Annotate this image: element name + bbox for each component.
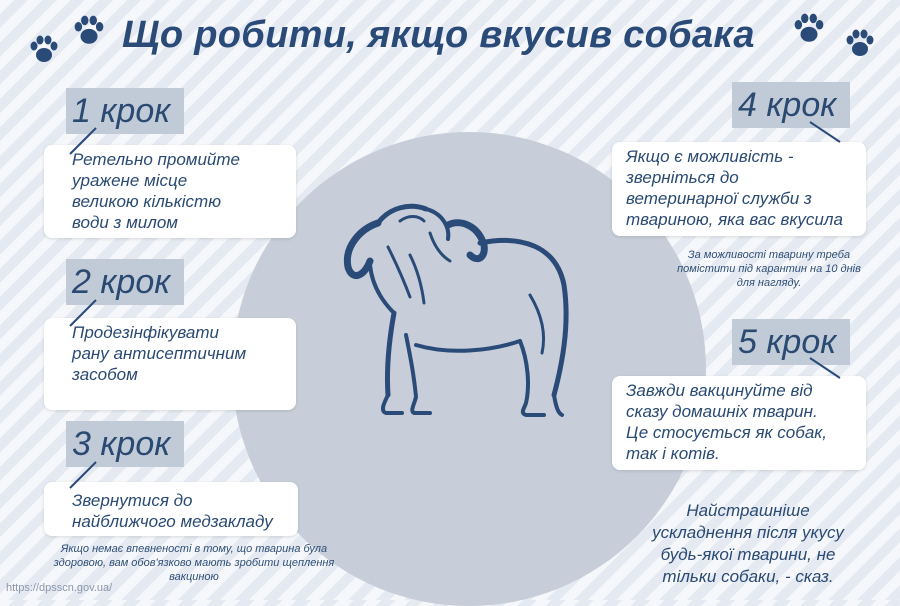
step-4-card: Якщо є можливість - зверніться до ветеринарної служби з твариною, яка вас вкусила <box>612 142 866 236</box>
step-2-label: 2 крок <box>66 259 184 305</box>
step-3-label: 3 крок <box>66 421 184 467</box>
step-5-label: 5 крок <box>732 319 850 365</box>
bulldog-illustration <box>330 185 590 445</box>
step-1-card: Ретельно промийте уражене місце великою кількістю води з милом <box>44 145 296 238</box>
paw-icon <box>844 28 876 60</box>
pointer <box>62 298 102 330</box>
step-3-card: Звернутися до найближчого медзакладу <box>44 482 298 536</box>
vaccination-note: Якщо немає впевненості в тому, що тварина була здоровою, вам обов'язково мають зробити щеплення вакциною <box>53 543 335 583</box>
step-1-label: 1 крок <box>66 88 184 134</box>
paw-icon <box>72 14 106 48</box>
pointer <box>62 126 102 158</box>
quarantine-note: За можливості тварину треба помістити під карантин на 10 днів для нагляду. <box>677 249 861 289</box>
rabies-warning: Найстрашніше ускладнення після укусу будь-якої тварини, не тільки собаки, - сказ. <box>652 501 844 586</box>
step-4-label: 4 крок <box>732 82 850 128</box>
page-title: Що робити, якщо вкусив собака <box>122 14 755 56</box>
pointer <box>806 120 846 152</box>
pointer <box>806 356 846 388</box>
step-2-card: Продезінфікувати рану антисептичним засобом <box>44 318 296 410</box>
pointer <box>62 460 102 492</box>
paw-icon <box>28 34 60 66</box>
step-5-card: Завжди вакцинуйте від сказу домашніх тварин. Це стосується як собак, так і котів. <box>612 376 866 470</box>
source-link[interactable]: https://dpsscn.gov.ua/ <box>6 582 113 594</box>
